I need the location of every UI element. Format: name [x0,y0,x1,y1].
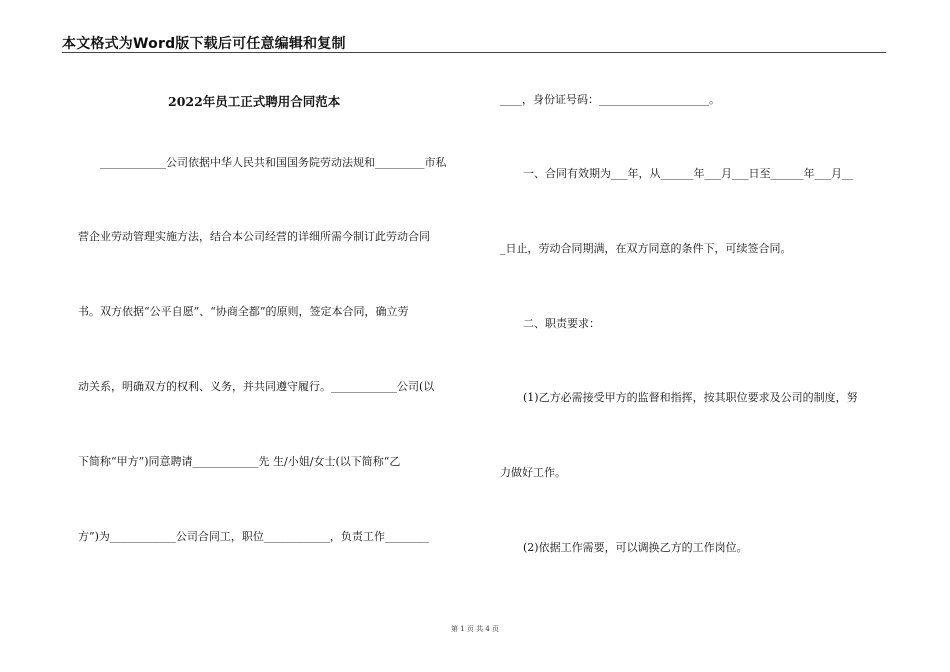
body-line: (2)依据工作需要，可以调换乙方的工作岗位。 [523,541,748,554]
body-line: 下简称“甲方”)同意聘请____________先 生/小姐/女士(以下简称“乙 [78,455,401,468]
body-line: 动关系，明确双方的权利、义务，并共同遵守履行。____________公司(以 [78,380,435,393]
page-number: 第 1 页 共 4 页 [450,625,500,633]
body-line: (1)乙方必需接受甲方的监督和指挥，按其职位要求及公司的制度，努 [523,391,858,404]
section-heading: 二、职责要求： [523,317,600,330]
body-line: _日止，劳动合同期满，在双方同意的条件下，可续签合同。 [500,242,792,255]
body-line: ____，身份证号码：____________________。 [500,93,720,106]
body-line: 书。双方依据“公平自愿”、“协商全都”的原则，签定本合同，确立劳 [78,305,409,318]
section-line: 一、合同有效期为___年，从______年___月___日至______年___月__ [523,167,853,180]
header-divider [62,52,886,53]
document-title: 2022年员工正式聘用合同范本 [168,94,341,109]
body-line: 方”)为____________公司合同工，职位____________，负责工作________ [78,530,429,543]
body-line: ____________公司依据中华人民共和国国务院劳动法规和_________市私 [100,156,447,169]
document-header-banner: 本文格式为Word版下载后可任意编辑和复制 [62,36,346,52]
body-line: 力做好工作。 [500,466,566,479]
body-line: 营企业劳动管理实施方法，结合本公司经营的详细所需今制订此劳动合同 [78,230,430,243]
